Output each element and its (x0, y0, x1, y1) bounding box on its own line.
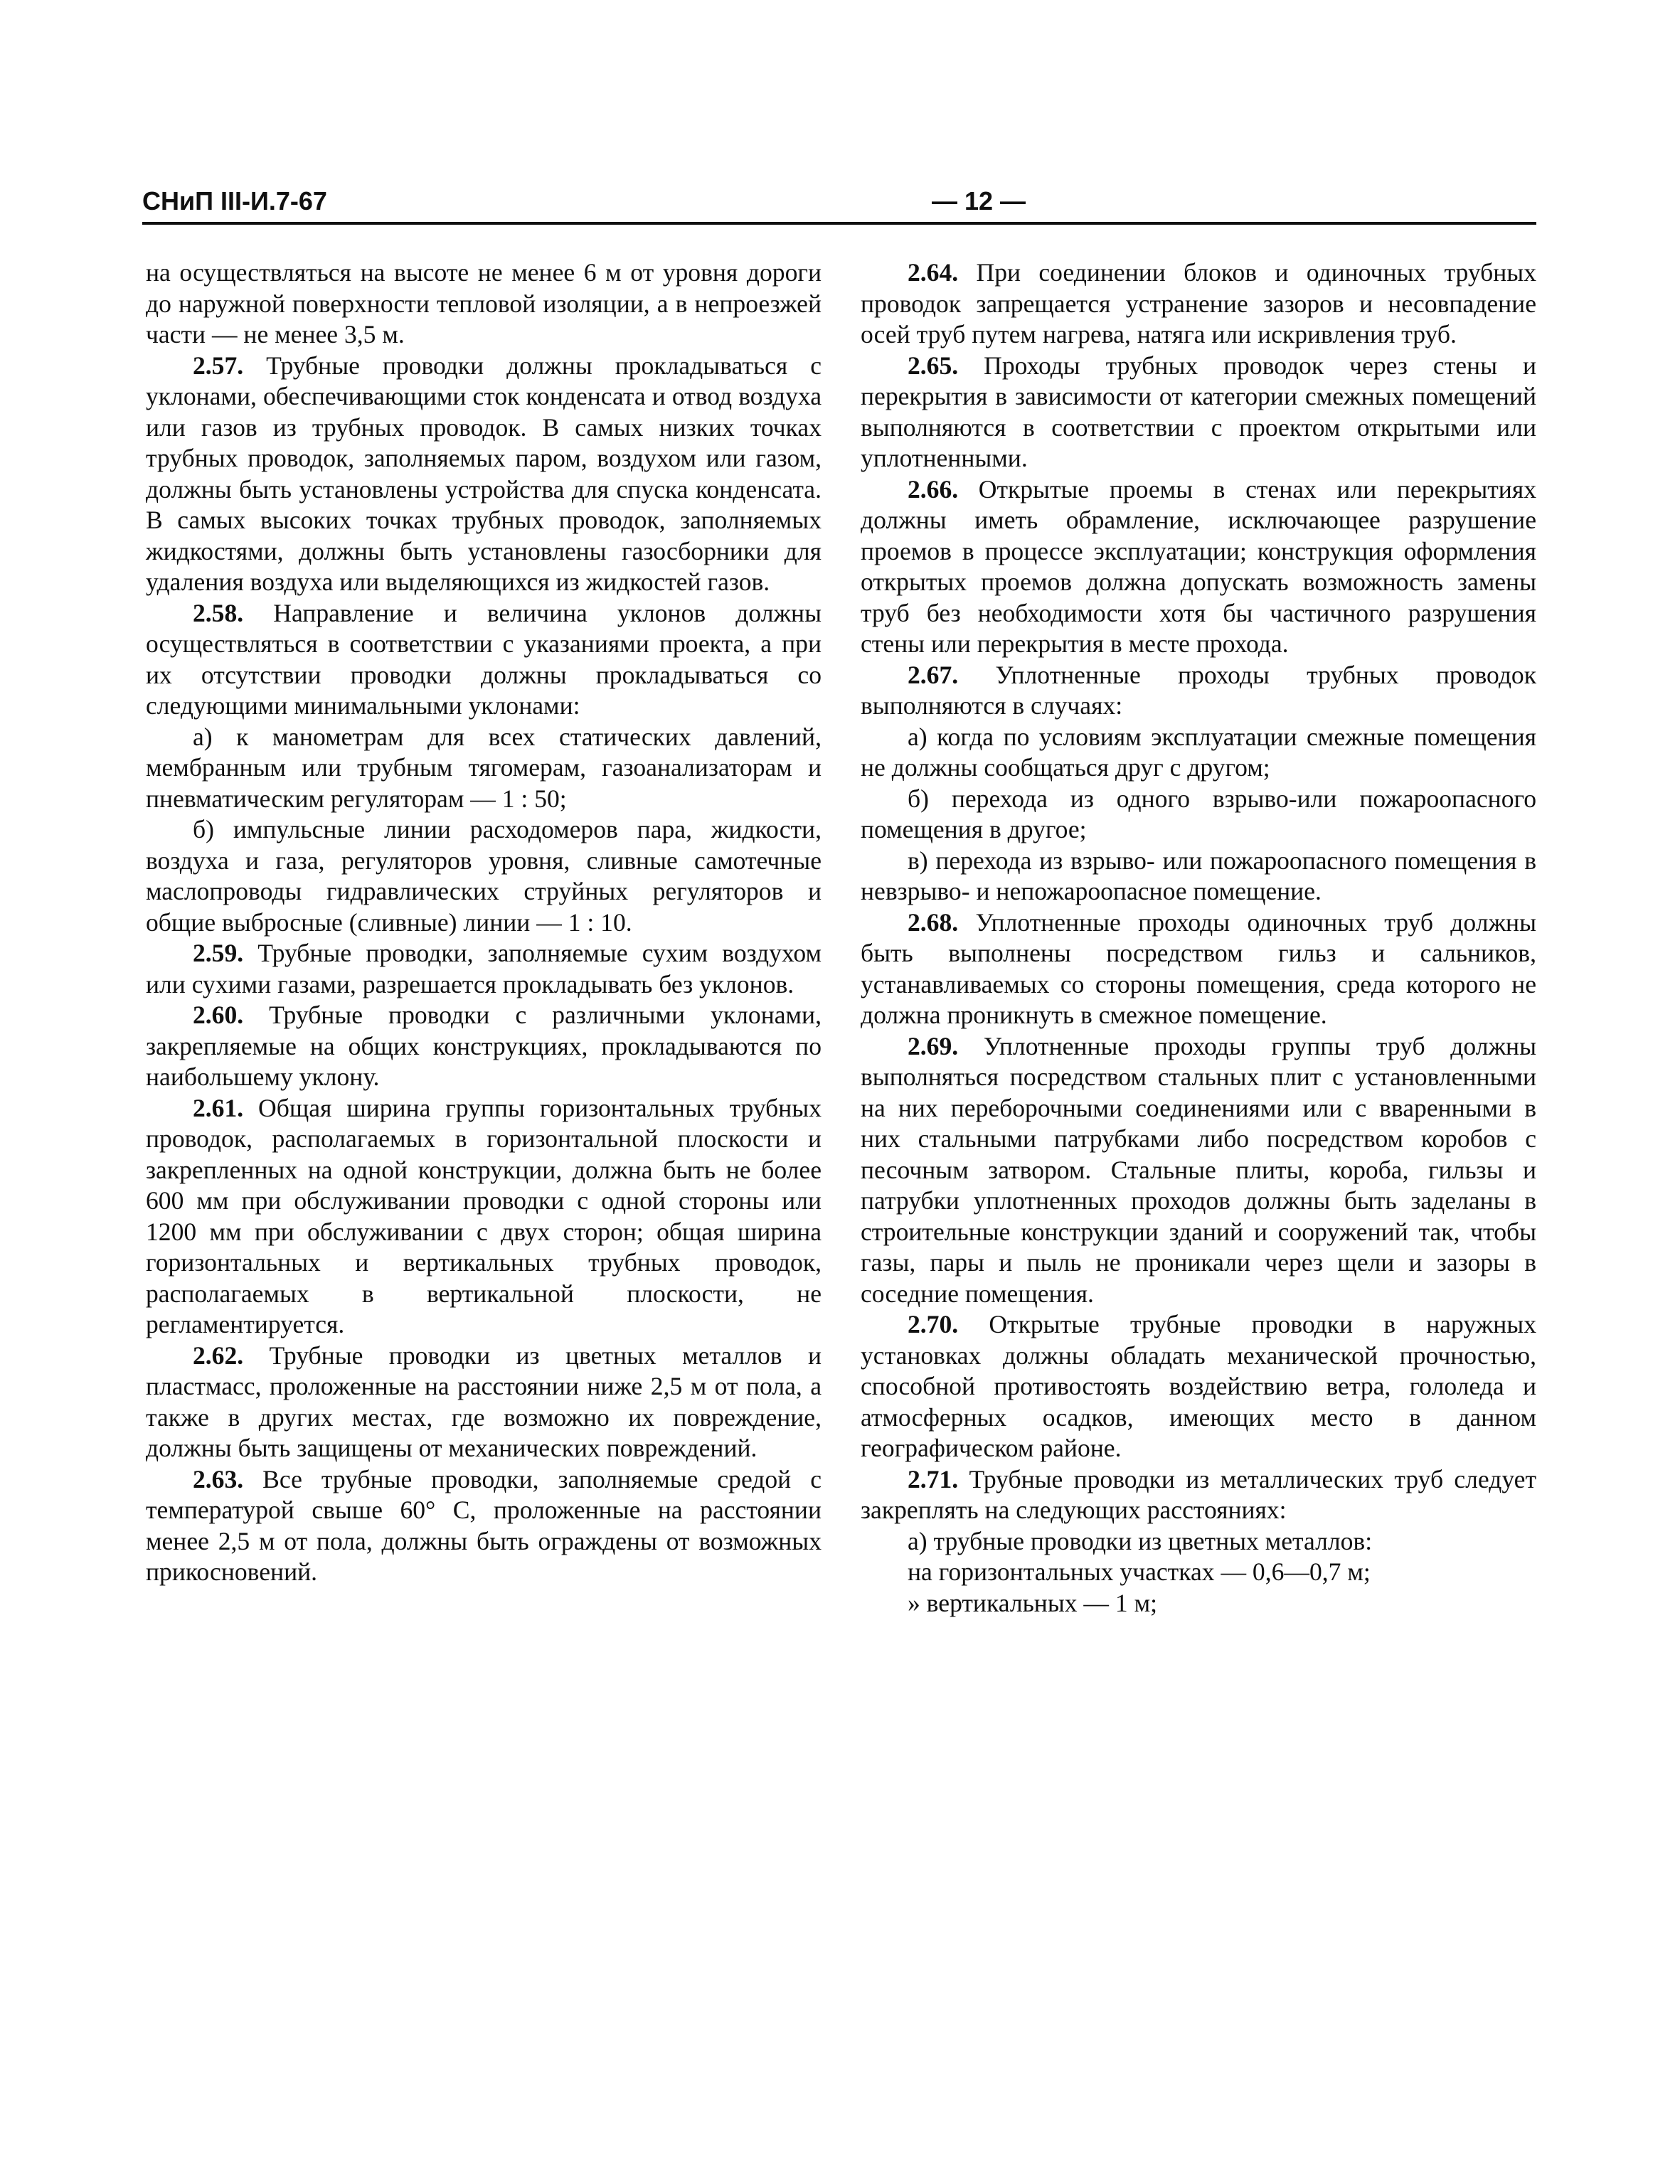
clause-2-63: 2.63. Все трубные проводки, заполняемые средой с температурой свыше 60° С, проложенные на расстоянии менее 2,5 м от пола, должны быть ограждены от возможных прикосновений. (146, 1464, 822, 1586)
clause-2-60: 2.60. Трубные проводки с различными уклонами, закрепляемые на общих конструкциях, прокладываются по наибольшему уклону. (146, 1001, 822, 1091)
clause-2-65: 2.65. Проходы трубных проводок через стены и перекрытия в зависимости от категории смежных помещений выполняются в соответствии с проектом открытыми или уплотненными. (861, 351, 1536, 472)
clause-2-57: 2.57. Трубные проводки должны прокладываться с уклонами, обеспечивающими сток конденсата и отвод воздуха или газов из трубных проводок. В самых низких точках трубных проводок, заполняемых паром, воздухом или газом, должны быть установлены устройства для спуска конденсата. В самых высоких точках трубных проводок, заполняемых жидкостями, должны быть установлены газосборники для удаления воздуха или выделяющихся из жидкостей газов. (146, 351, 822, 596)
distance-line: » вертикальных — 1 м; (908, 1588, 1157, 1617)
list-item-a: а) когда по условиям эксплуатации смежные помещения не должны сообщаться друг с другом; (861, 722, 1536, 782)
distance-line: на горизонтальных участках — 0,6—0,7 м; (908, 1557, 1371, 1586)
clause-2-64: 2.64. При соединении блоков и одиночных трубных проводок запрещается устранение зазоров и несовпадение осей труб путем нагрева, натяга или искривления труб. (861, 258, 1536, 348)
clause-2-61: 2.61. Общая ширина группы горизонтальных трубных проводок, располагаемых в горизонтальной плоскости и закрепленных на одной конструкции, должна быть не более 600 мм при обслуживании проводки с одной стороны или 1200 мм при обслуживании с двух сторон; общая ширина горизонтальных и вертикальных трубных проводок, располагаемых в вертикальной плоскости, не регламентируется. (146, 1093, 822, 1338)
right-column (861, 257, 1536, 1619)
list-item-c: в) перехода из взрыво- или пожароопасного помещения в невзрыво- и непожароопасное помещение. (861, 846, 1536, 905)
list-item-b: б) перехода из одного взрыво-или пожароопасного помещения в другое; (861, 784, 1536, 843)
list-item-a: а) к манометрам для всех статических давлений, мембранным или трубным тягомерам, газоанализаторам и пневматическим регуляторам — 1 : 50; (146, 722, 822, 813)
clause-2-70: 2.70. Открытые трубные проводки в наружных установках должны обладать механической прочностью, способной противостоять воздействию ветра, гололеда и атмосферных осадков, имеющих место в данном географическом районе. (861, 1310, 1536, 1462)
page-header (142, 186, 1536, 222)
clause-2-58: 2.58. Направление и величина уклонов должны осуществляться в соответствии с указаниями проекта, а при их отсутствии проводки должны прокладываться со следующими минимальными уклонами: (146, 598, 822, 720)
clause-2-68: 2.68. Уплотненные проходы одиночных труб должны быть выполнены посредством гильз и сальников, устанавливаемых со стороны помещения, среда которого не должна проникнуть в смежное помещение. (861, 907, 1536, 1029)
clause-2-59: 2.59. Трубные проводки, заполняемые сухим воздухом или сухими газами, разрешается прокладывать без уклонов. (146, 939, 822, 998)
list-item-b: б) импульсные линии расходомеров пара, жидкости, воздуха и газа, регуляторов уровня, сливные самотечные маслопроводы гидравлических струйных регуляторов и общие выбросные (сливные) линии — 1 : 10. (146, 815, 822, 937)
left-column (146, 257, 822, 1588)
clause-2-66: 2.66. Открытые проемы в стенах или перекрытиях должны иметь обрамление, исключающее разрушение проемов в процессе эксплуатации; конструкция оформления открытых проемов должна допускать возможность замены труб без необходимости хотя бы частичного разрушения стены или перекрытия в месте прохода. (861, 474, 1536, 658)
document-code: СНиП III-И.7-67 (142, 186, 327, 215)
paragraph: на осуществляться на высоте не менее 6 м от уровня дороги до наружной поверхности тепловой изоляции, а в непроезжей части — не менее 3,5 м. (146, 258, 822, 348)
clause-2-67: 2.67. Уплотненные проходы трубных проводок выполняются в случаях: (861, 660, 1536, 720)
page-number: — 12 — (932, 186, 1026, 215)
header-rule (142, 222, 1536, 225)
clause-2-62: 2.62. Трубные проводки из цветных металлов и пластмасс, проложенные на расстоянии ниже 2,5 м от пола, а также в других местах, где возможно их повреждение, должны быть защищены от механических повреждений. (146, 1341, 822, 1462)
clause-2-71: 2.71. Трубные проводки из металлических труб следует закреплять на следующих расстояниях: (861, 1464, 1536, 1524)
clause-2-69: 2.69. Уплотненные проходы группы труб должны выполняться посредством стальных плит с установленными на них переборочными соединениями или с вваренными в них стальными патрубками либо посредством коробов с песочным затвором. Стальные плиты, короба, гильзы и патрубки уплотненных проходов должны быть заделаны в строительные конструкции зданий и сооружений так, чтобы газы, пары и пыль не проникали через щели и зазоры в соседние помещения. (861, 1031, 1536, 1308)
list-item-a: а) трубные проводки из цветных металлов: (908, 1526, 1373, 1555)
